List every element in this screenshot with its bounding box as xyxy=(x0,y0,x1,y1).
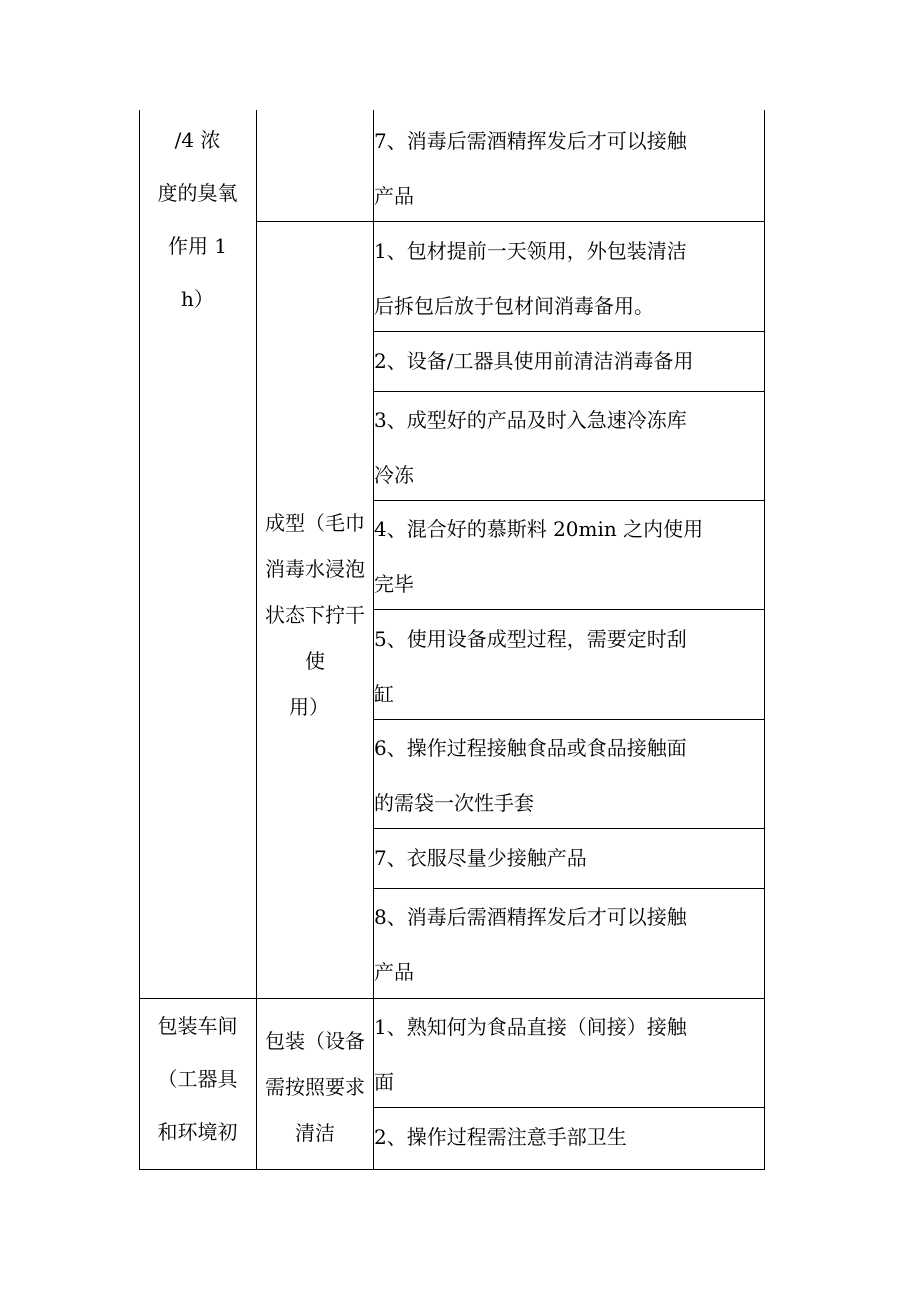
cell-line: 用） xyxy=(289,695,329,719)
row-divider xyxy=(373,888,764,889)
cell-line: 产品 xyxy=(374,184,414,208)
requirement-cell xyxy=(374,224,764,334)
cell-line: 面 xyxy=(374,1070,394,1094)
cell-line: 成型（毛巾 xyxy=(265,511,365,535)
requirement-cell xyxy=(374,502,764,612)
col1-top-cell xyxy=(139,114,256,326)
cell-line: 清洁 xyxy=(295,1121,335,1145)
cell-line: 1、包材提前一天领用，外包装清洁 xyxy=(374,239,687,263)
cell-line: 2、操作过程需注意手部卫生 xyxy=(374,1125,627,1149)
requirement-cell xyxy=(374,831,764,886)
cell-line: 8、消毒后需酒精挥发后才可以接触 xyxy=(374,905,687,929)
cell-line: 包装车间 xyxy=(157,1014,238,1038)
cell-line: 2、设备/工器具使用前清洁消毒备用 xyxy=(374,349,694,373)
cell-line: 1、熟知何为食品直接（间接）接触 xyxy=(374,1015,687,1039)
requirement-cell xyxy=(374,114,764,224)
cell-line: h） xyxy=(181,287,214,311)
row-divider xyxy=(373,391,764,392)
cell-line: 后拆包后放于包材间消毒备用。 xyxy=(374,294,654,318)
cell-line: 的需袋一次性手套 xyxy=(374,791,534,815)
requirement-cell xyxy=(374,612,764,722)
cell-line: 6、操作过程接触食品或食品接触面 xyxy=(374,736,687,760)
col2-forming-cell xyxy=(257,500,373,730)
cell-line: /4 浓 xyxy=(174,128,221,152)
cell-line: 包装（设备 xyxy=(265,1029,365,1053)
cell-line: 状态下拧干 xyxy=(265,603,365,627)
cell-line: 使 xyxy=(305,649,325,673)
requirement-cell xyxy=(374,1000,764,1110)
cell-line: 3、成型好的产品及时入急速冷冻库 xyxy=(374,408,687,432)
cell-line: 冷冻 xyxy=(374,463,414,487)
requirement-cell xyxy=(374,1110,764,1165)
col1-bottom-cell xyxy=(139,1000,256,1159)
requirement-cell xyxy=(374,890,764,1000)
cell-line: 需按照要求 xyxy=(265,1075,365,1099)
cell-line: 消毒水浸泡 xyxy=(265,557,365,581)
col2-packing-cell xyxy=(257,1018,373,1156)
cell-line: 7、消毒后需酒精挥发后才可以接触 xyxy=(374,129,687,153)
cell-line: 和环境初 xyxy=(157,1120,238,1144)
cell-line: 缸 xyxy=(374,682,394,706)
cell-line: （工器具 xyxy=(157,1067,238,1091)
cell-line: 产品 xyxy=(374,960,414,984)
requirement-cell xyxy=(374,393,764,503)
cell-line: 作用 1 xyxy=(167,234,228,258)
cell-line: 度的臭氧 xyxy=(157,181,238,205)
requirement-cell xyxy=(374,721,764,831)
requirement-cell xyxy=(374,334,764,389)
cell-line: 7、衣服尽量少接触产品 xyxy=(374,846,587,870)
cell-line: 完毕 xyxy=(374,572,414,596)
table-border-right xyxy=(764,110,765,1170)
table-border-bottom xyxy=(139,1169,764,1170)
cell-line: 4、混合好的慕斯料 20min 之内使用 xyxy=(374,517,704,541)
cell-line: 5、使用设备成型过程，需要定时刮 xyxy=(374,627,687,651)
